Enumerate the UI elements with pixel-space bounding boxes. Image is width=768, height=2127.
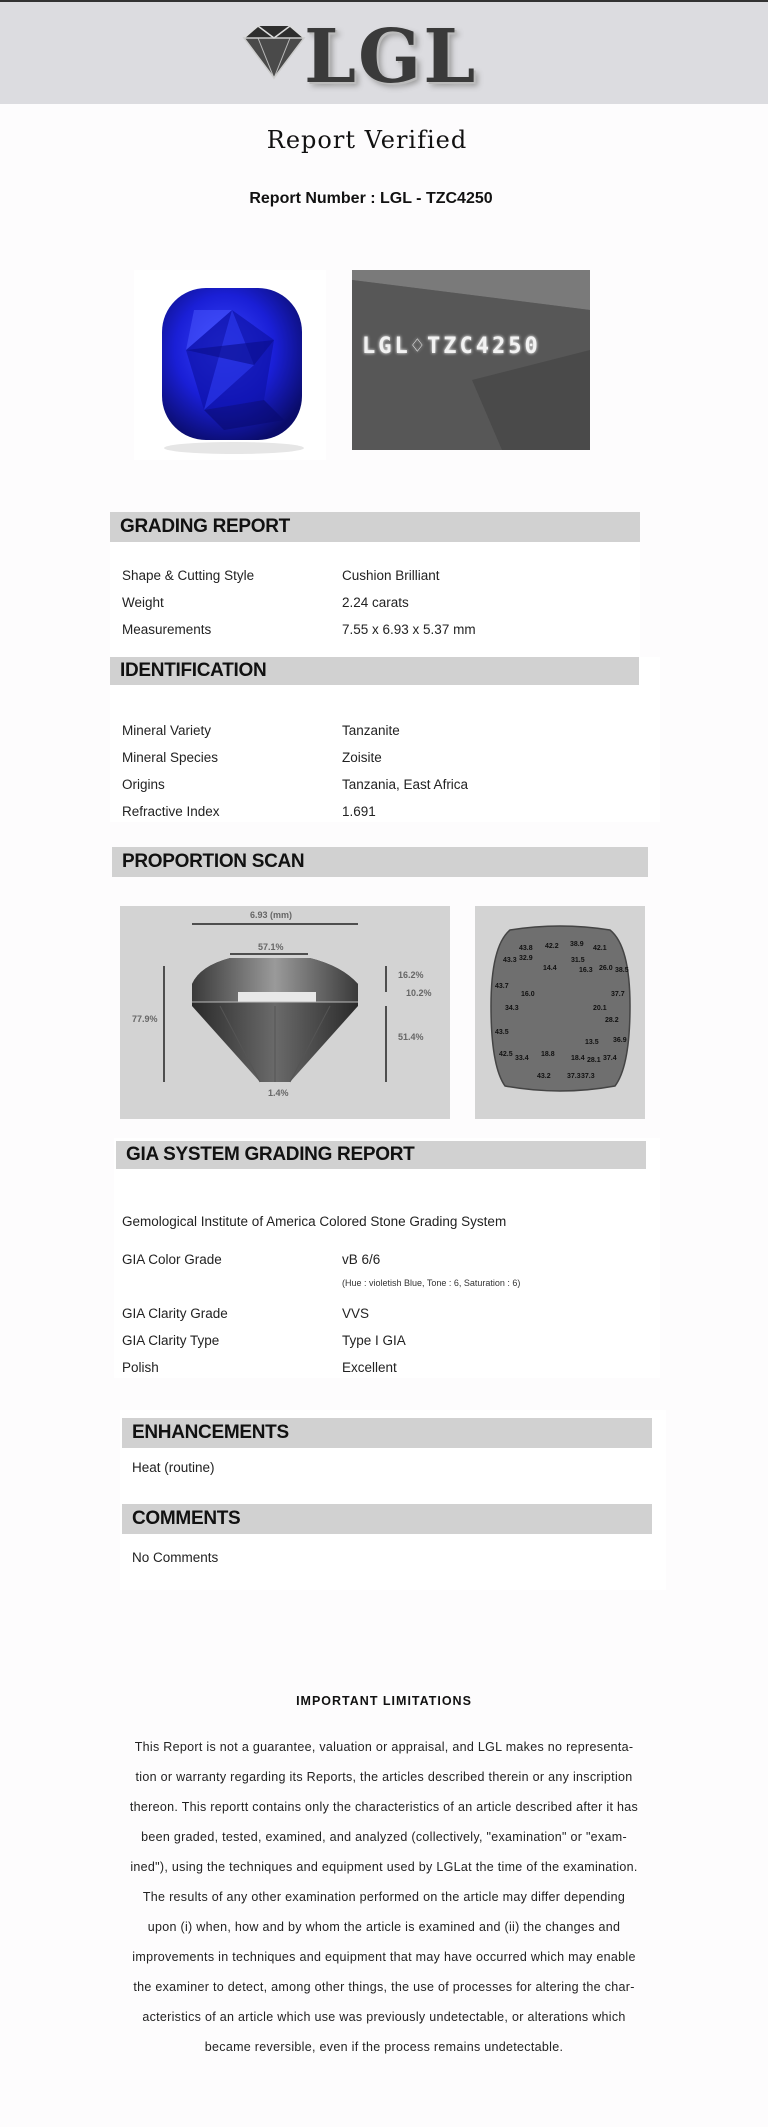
grading-header: GRADING REPORT [110,512,640,542]
gia-clarity-type-label: GIA Clarity Type [122,1333,220,1348]
limitations-line: thereon. This reportt contains only the characteristics of an article described after it has [129,1800,639,1814]
top-view-label: 37.3 [567,1073,581,1080]
girdle-label: 10.2% [406,988,432,998]
grading-panel [110,512,640,657]
top-view-label: 28.1 [587,1057,601,1064]
gia-panel [114,1138,660,1378]
measurements-value: 7.55 x 6.93 x 5.37 mm [342,622,476,637]
top-view-label: 32.9 [519,955,533,962]
top-view-label: 16.0 [521,991,535,998]
top-view-label: 43.8 [519,945,533,952]
top-view-label: 34.3 [505,1005,519,1012]
limitations-line: the examiner to detect, among other things, the use of processes for altering the char- [133,1980,635,1994]
gia-clarity-grade-value: VVS [342,1306,370,1321]
total-depth-label: 77.9% [132,1014,158,1024]
top-view-label: 31.5 [571,957,585,964]
inscription-photo [352,270,590,450]
gia-clarity-type-value: Type I GIA [342,1333,406,1348]
measurements-label: Measurements [122,622,212,637]
top-view-label: 37.3 [581,1073,595,1080]
weight-value: 2.24 carats [342,595,409,610]
top-view-label: 33.4 [515,1055,529,1062]
top-view-label: 28.2 [605,1017,619,1024]
weight-label: Weight [122,595,164,610]
comments-text: No Comments [132,1550,219,1565]
polish-label: Polish [122,1360,159,1375]
polish-value: Excellent [342,1360,397,1375]
mineral-species-value: Zoisite [342,750,382,765]
top-view-label: 36.9 [613,1037,627,1044]
top-view-label: 14.4 [543,965,557,972]
report-number: Report Number : LGL - TZC4250 [249,190,493,207]
top-view-label: 20.1 [593,1005,607,1012]
top-view-label: 42.1 [593,945,607,952]
top-view-label: 13.5 [585,1039,599,1046]
shape-value: Cushion Brilliant [342,568,440,583]
limitations-line: acteristics of an article which use was previously undetectable, or alterations which [142,2010,626,2024]
limitations-line: This Report is not a guarantee, valuation or appraisal, and LGL makes no representa- [134,1740,634,1754]
limitations-line: improvements in techniques and equipment that may have occurred which may enable [132,1950,636,1964]
gia-clarity-grade-label: GIA Clarity Grade [122,1306,228,1321]
limitations-line: tion or warranty regarding its Reports, the articles described therein or any inscription [135,1770,633,1784]
inscription-text: LGL♢TZC4250 [362,334,541,359]
limitations-line: The results of any other examination performed on the article may differ depending [142,1890,626,1904]
limitations-text [116,1732,652,2062]
enhancements-panel [120,1410,666,1590]
shape-label: Shape & Cutting Style [122,568,255,583]
crown-height-label: 16.2% [398,970,424,980]
culet-label: 1.4% [268,1088,289,1098]
width-label: 6.93 (mm) [250,910,293,920]
site-header [0,0,768,104]
gia-color-value: vB 6/6 [342,1252,381,1267]
lgl-logo[interactable] [234,14,494,100]
proportion-top-view [475,906,645,1119]
origins-value: Tanzania, East Africa [342,777,469,792]
top-view-label: 43.2 [537,1073,551,1080]
top-view-label: 38.9 [570,941,584,948]
identification-panel [110,657,660,822]
top-view-label: 43.7 [495,983,509,990]
top-view-label: 42.2 [545,943,559,950]
identification-header: IDENTIFICATION [110,657,639,685]
limitations-line: upon (i) when, how and by whom the article is examined and (ii) the changes and [147,1920,621,1934]
top-view-label: 43.3 [503,957,517,964]
refractive-index-label: Refractive Index [122,804,220,819]
top-view-label: 43.5 [495,1029,509,1036]
top-view-label: 42.5 [499,1051,513,1058]
page-title: Report Verified [266,126,468,154]
logo-text: LGL [304,14,478,100]
origins-label: Origins [122,777,165,792]
gia-color-label: GIA Color Grade [122,1252,222,1267]
top-view-label: 37.4 [603,1055,617,1062]
top-view-label: 26.0 [599,965,613,972]
comments-header: COMMENTS [122,1504,652,1534]
limitations-line: ined"), using the techniques and equipment used by LGLat the time of the examination. [130,1860,638,1874]
gem-photo [134,270,326,460]
table-label: 57.1% [258,942,284,952]
top-view-label: 18.8 [541,1051,555,1058]
limitations-title: IMPORTANT LIMITATIONS [296,1694,472,1708]
mineral-variety-value: Tanzanite [342,723,400,738]
gia-header: GIA SYSTEM GRADING REPORT [116,1141,646,1169]
limitations-line: became reversible, even if the process remains undetectable. [204,2040,564,2054]
limitations-line: been graded, tested, examined, and analyzed (collectively, "examination" or "exam- [141,1830,627,1844]
refractive-index-value: 1.691 [342,804,376,819]
proportion-side-view [120,906,450,1119]
proportion-header: PROPORTION SCAN [112,847,648,877]
mineral-variety-label: Mineral Variety [122,723,212,738]
pavilion-label: 51.4% [398,1032,424,1042]
top-view-label: 37.7 [611,991,625,998]
enhancements-header: ENHANCEMENTS [122,1418,652,1448]
gia-subtitle: Gemological Institute of America Colored Stone Grading System [122,1214,507,1229]
enhancements-text: Heat (routine) [132,1460,215,1475]
diamond-icon [234,24,314,80]
gia-color-note: (Hue : violetish Blue, Tone : 6, Saturation : 6) [342,1278,521,1288]
mineral-species-label: Mineral Species [122,750,219,765]
top-view-label: 38.5 [615,967,629,974]
top-view-label: 18.4 [571,1055,585,1062]
top-view-label: 16.3 [579,967,593,974]
